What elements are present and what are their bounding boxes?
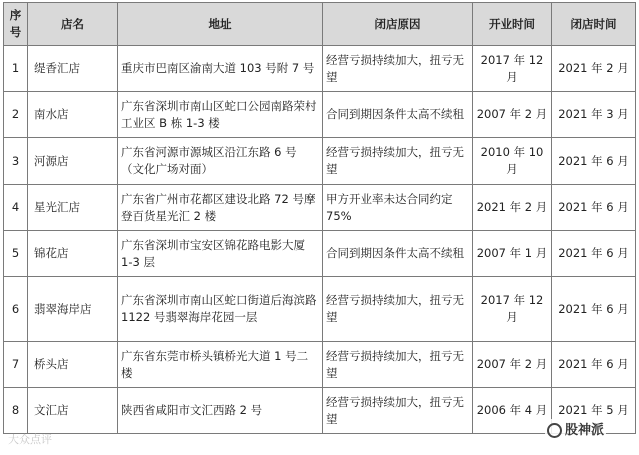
cell-close: 2021 年 3 月 [552,92,636,138]
cell-open: 2017 年 12 月 [473,277,552,342]
wechat-icon [547,423,562,438]
cell-address: 广东省深圳市南山区蛇口公园南路荣村工业区 B 栋 1-3 楼 [118,92,323,138]
cell-reason: 经营亏损持续加大，扭亏无望 [323,342,473,388]
table-row [4,231,636,277]
header-name: 店名 [28,3,118,46]
cell-address: 广东省广州市花都区建设北路 72 号摩登百货星光汇 2 楼 [118,185,323,231]
cell-open: 2021 年 2 月 [473,185,552,231]
store-closure-table [3,2,636,434]
cell-open: 2010 年 10 月 [473,138,552,185]
cell-close: 2021 年 5 月 [552,388,636,434]
cell-idx: 4 [4,185,28,231]
header-open: 开业时间 [473,3,552,46]
header-reason: 闭店原因 [323,3,473,46]
cell-name: 文汇店 [28,388,118,434]
cell-close: 2021 年 2 月 [552,46,636,92]
table-row [4,342,636,388]
cell-close: 2021 年 6 月 [552,231,636,277]
watermark-left: 大众点评 [8,433,52,446]
cell-idx: 7 [4,342,28,388]
cell-address: 重庆市巴南区渝南大道 103 号附 7 号 [118,46,323,92]
table-row [4,138,636,185]
cell-close: 2021 年 6 月 [552,342,636,388]
cell-open: 2006 年 4 月 [473,388,552,434]
cell-name: 南水店 [28,92,118,138]
cell-idx: 3 [4,138,28,185]
table-row [4,277,636,342]
cell-name: 河源店 [28,138,118,185]
cell-reason: 经营亏损持续加大，扭亏无望 [323,388,473,434]
cell-address: 广东省河源市源城区沿江东路 6 号（文化广场对面） [118,138,323,185]
cell-reason: 合同到期因条件太高不续租 [323,92,473,138]
cell-name: 缇香汇店 [28,46,118,92]
header-address: 地址 [118,3,323,46]
cell-address: 广东省深圳市宝安区锦花路电影大厦 1-3 层 [118,231,323,277]
header-row [4,3,636,46]
watermark-right [545,419,606,438]
header-idx: 序号 [4,3,28,46]
cell-reason: 甲方开业率未达合同约定 75% [323,185,473,231]
cell-open: 2007 年 1 月 [473,231,552,277]
table-row [4,388,636,434]
cell-address: 广东省深圳市南山区蛇口街道后海滨路 1122 号翡翠海岸花园一层 [118,277,323,342]
cell-address: 陕西省咸阳市文汇西路 2 号 [118,388,323,434]
cell-idx: 2 [4,92,28,138]
cell-reason: 经营亏损持续加大，扭亏无望 [323,138,473,185]
table-row [4,46,636,92]
cell-close: 2021 年 6 月 [552,185,636,231]
cell-idx: 5 [4,231,28,277]
cell-name: 翡翠海岸店 [28,277,118,342]
cell-address: 广东省东莞市桥头镇桥光大道 1 号二楼 [118,342,323,388]
cell-name: 星光汇店 [28,185,118,231]
table-row [4,185,636,231]
cell-name: 锦花店 [28,231,118,277]
cell-idx: 1 [4,46,28,92]
cell-idx: 6 [4,277,28,342]
cell-open: 2017 年 12 月 [473,46,552,92]
watermark-right-text: 股神派 [565,423,605,438]
cell-reason: 经营亏损持续加大，扭亏无望 [323,277,473,342]
header-close: 闭店时间 [552,3,636,46]
cell-reason: 经营亏损持续加大，扭亏无望 [323,46,473,92]
cell-idx: 8 [4,388,28,434]
cell-open: 2007 年 2 月 [473,92,552,138]
cell-open: 2007 年 2 月 [473,342,552,388]
table-row [4,92,636,138]
cell-reason: 合同到期因条件太高不续租 [323,231,473,277]
cell-close: 2021 年 6 月 [552,138,636,185]
cell-close: 2021 年 6 月 [552,277,636,342]
cell-name: 桥头店 [28,342,118,388]
